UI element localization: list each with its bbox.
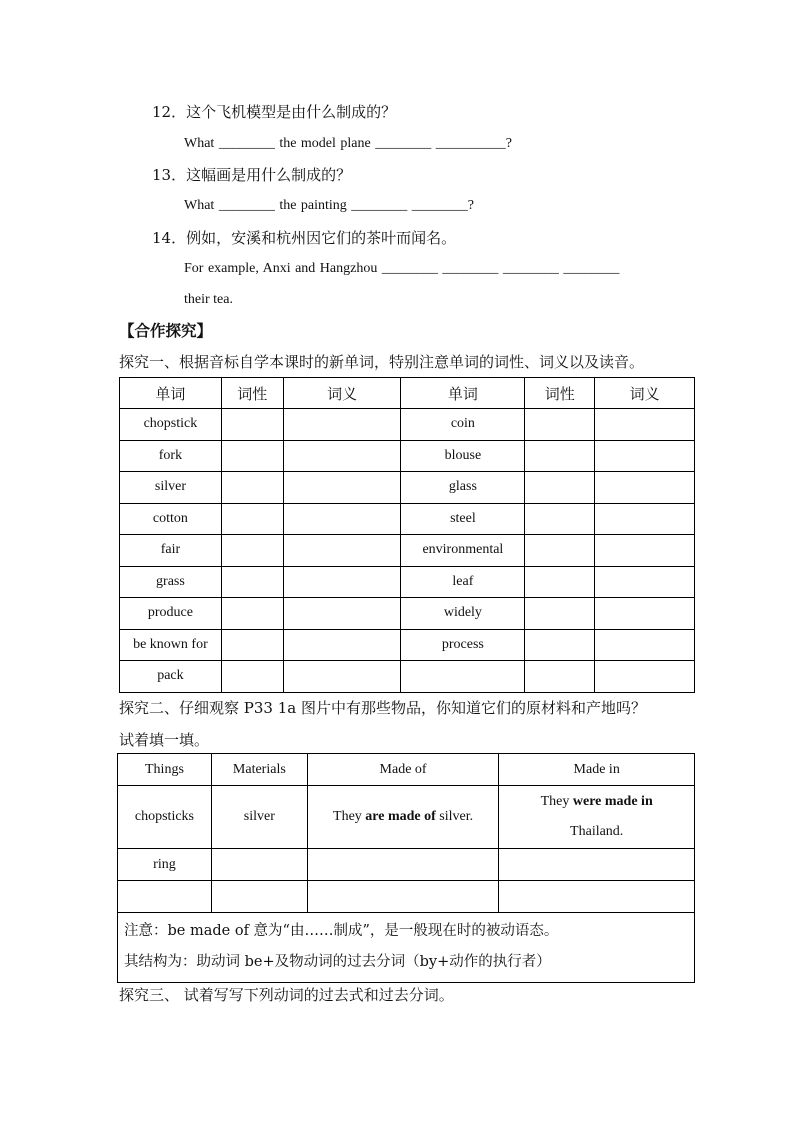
column-header: Made in	[499, 754, 695, 786]
table-row	[120, 409, 695, 441]
part-of-speech-blank[interactable]	[221, 566, 283, 598]
word-cell: be known for	[120, 629, 222, 661]
word-cell: fair	[120, 535, 222, 567]
made-in-blank[interactable]	[499, 849, 695, 881]
word-cell: coin	[401, 409, 525, 441]
meaning-blank[interactable]	[283, 598, 401, 630]
materials-table	[117, 753, 695, 913]
section-title: 【合作探究】	[119, 321, 213, 340]
word-cell: leaf	[401, 566, 525, 598]
table-row	[120, 440, 695, 472]
meaning-blank[interactable]	[595, 629, 695, 661]
meaning-blank[interactable]	[283, 440, 401, 472]
part-of-speech-blank[interactable]	[525, 409, 595, 441]
meaning-blank[interactable]	[283, 472, 401, 504]
question-text-zh: 这个飞机模型是由什么制成的？	[186, 103, 397, 121]
column-header: 单词	[120, 378, 222, 409]
column-header: 词义	[283, 378, 401, 409]
question-text-zh: 这幅画是用什么制成的？	[186, 166, 352, 184]
part-of-speech-blank[interactable]	[525, 661, 595, 693]
meaning-blank[interactable]	[283, 661, 401, 693]
part-of-speech-blank[interactable]	[221, 503, 283, 535]
meaning-blank[interactable]	[595, 503, 695, 535]
part-of-speech-blank[interactable]	[525, 535, 595, 567]
question-12	[152, 101, 396, 122]
meaning-blank[interactable]	[595, 440, 695, 472]
meaning-blank[interactable]	[595, 409, 695, 441]
meaning-blank[interactable]	[283, 629, 401, 661]
question-13-english: What ________ the painting ________ ________?	[184, 198, 475, 213]
question-text-zh: 例如，安溪和杭州因它们的茶叶而闻名。	[186, 229, 457, 247]
part-of-speech-blank[interactable]	[221, 598, 283, 630]
question-14-english: For example, Anxi and Hangzhou ________ ________ ________ ________	[184, 261, 620, 276]
word-cell: grass	[120, 566, 222, 598]
word-cell: environmental	[401, 535, 525, 567]
table-header-row	[120, 378, 695, 409]
part-of-speech-blank[interactable]	[221, 440, 283, 472]
part-of-speech-blank[interactable]	[221, 409, 283, 441]
thing-cell: ring	[118, 849, 212, 881]
part-of-speech-blank[interactable]	[525, 440, 595, 472]
grammar-note-box	[117, 912, 695, 983]
word-cell: cotton	[120, 503, 222, 535]
word-cell: blouse	[401, 440, 525, 472]
column-header: 词性	[221, 378, 283, 409]
thing-cell: chopsticks	[118, 786, 212, 849]
question-number: 12．	[152, 103, 187, 121]
table-row	[120, 629, 695, 661]
column-header: Things	[118, 754, 212, 786]
made-of-blank[interactable]	[307, 849, 499, 881]
made-in-blank[interactable]	[499, 881, 695, 913]
meaning-blank[interactable]	[595, 472, 695, 504]
grammar-note-line2: 其结构为：助动词 be+及物动词的过去分词（by+动作的执行者）	[124, 954, 551, 970]
word-cell: pack	[120, 661, 222, 693]
part-of-speech-blank[interactable]	[221, 661, 283, 693]
made-of-prefix: They	[333, 809, 366, 824]
question-number: 13．	[152, 166, 187, 184]
meaning-blank[interactable]	[283, 503, 401, 535]
word-cell	[401, 661, 525, 693]
made-of-suffix: silver.	[435, 809, 474, 824]
word-cell: steel	[401, 503, 525, 535]
question-12-english: What ________ the model plane ________ __________?	[184, 136, 512, 151]
part-of-speech-blank[interactable]	[221, 629, 283, 661]
column-header: Materials	[211, 754, 307, 786]
grammar-note-line1: 注意：be made of 意为“由……制成”，是一般现在时的被动语态。	[124, 923, 559, 939]
question-14-english-continued: their tea.	[184, 292, 233, 307]
column-header: 单词	[401, 378, 525, 409]
meaning-blank[interactable]	[595, 566, 695, 598]
word-cell: fork	[120, 440, 222, 472]
word-cell: chopstick	[120, 409, 222, 441]
column-header: 词义	[595, 378, 695, 409]
question-13	[152, 164, 351, 185]
made-of-keyword: are made of	[365, 809, 436, 824]
word-cell: glass	[401, 472, 525, 504]
table-row	[120, 535, 695, 567]
table-row	[120, 661, 695, 693]
meaning-blank[interactable]	[283, 535, 401, 567]
part-of-speech-blank[interactable]	[221, 472, 283, 504]
part-of-speech-blank[interactable]	[221, 535, 283, 567]
explore1-instruction: 探究一、根据音标自学本课时的新单词，特别注意单词的词性、词义以及读音。	[119, 353, 645, 371]
question-number: 14．	[152, 229, 187, 247]
meaning-blank[interactable]	[595, 661, 695, 693]
word-cell: process	[401, 629, 525, 661]
part-of-speech-blank[interactable]	[525, 503, 595, 535]
made-in-place: Thailand.	[570, 824, 624, 839]
word-cell: produce	[120, 598, 222, 630]
vocabulary-table	[119, 377, 695, 693]
table-row	[120, 472, 695, 504]
word-cell: widely	[401, 598, 525, 630]
part-of-speech-blank[interactable]	[525, 598, 595, 630]
part-of-speech-blank[interactable]	[525, 566, 595, 598]
word-cell: silver	[120, 472, 222, 504]
made-in-prefix: They	[540, 794, 573, 809]
made-of-blank[interactable]	[307, 881, 499, 913]
explore3-instruction: 探究三、 试着写写下列动词的过去式和过去分词。	[119, 986, 454, 1004]
table-row	[118, 881, 695, 913]
meaning-blank[interactable]	[595, 535, 695, 567]
table-row	[120, 503, 695, 535]
made-of-cell	[307, 786, 499, 849]
column-header: Made of	[307, 754, 499, 786]
table-row	[120, 598, 695, 630]
question-14	[152, 227, 456, 248]
column-header: 词性	[525, 378, 595, 409]
thing-blank[interactable]	[118, 881, 212, 913]
explore2-instruction-line1: 探究二、仔细观察 P33 1a 图片中有那些物品，你知道它们的原材料和产地吗？	[119, 699, 646, 717]
part-of-speech-blank[interactable]	[525, 472, 595, 504]
made-in-cell	[499, 786, 695, 849]
table-row	[118, 849, 695, 881]
made-in-keyword: were made in	[572, 794, 653, 809]
meaning-blank[interactable]	[283, 566, 401, 598]
table-row	[118, 786, 695, 849]
table-row	[120, 566, 695, 598]
table-header-row	[118, 754, 695, 786]
meaning-blank[interactable]	[283, 409, 401, 441]
part-of-speech-blank[interactable]	[525, 629, 595, 661]
material-blank[interactable]	[211, 849, 307, 881]
explore2-instruction-line2: 试着填一填。	[119, 731, 210, 749]
meaning-blank[interactable]	[595, 598, 695, 630]
material-cell: silver	[211, 786, 307, 849]
material-blank[interactable]	[211, 881, 307, 913]
